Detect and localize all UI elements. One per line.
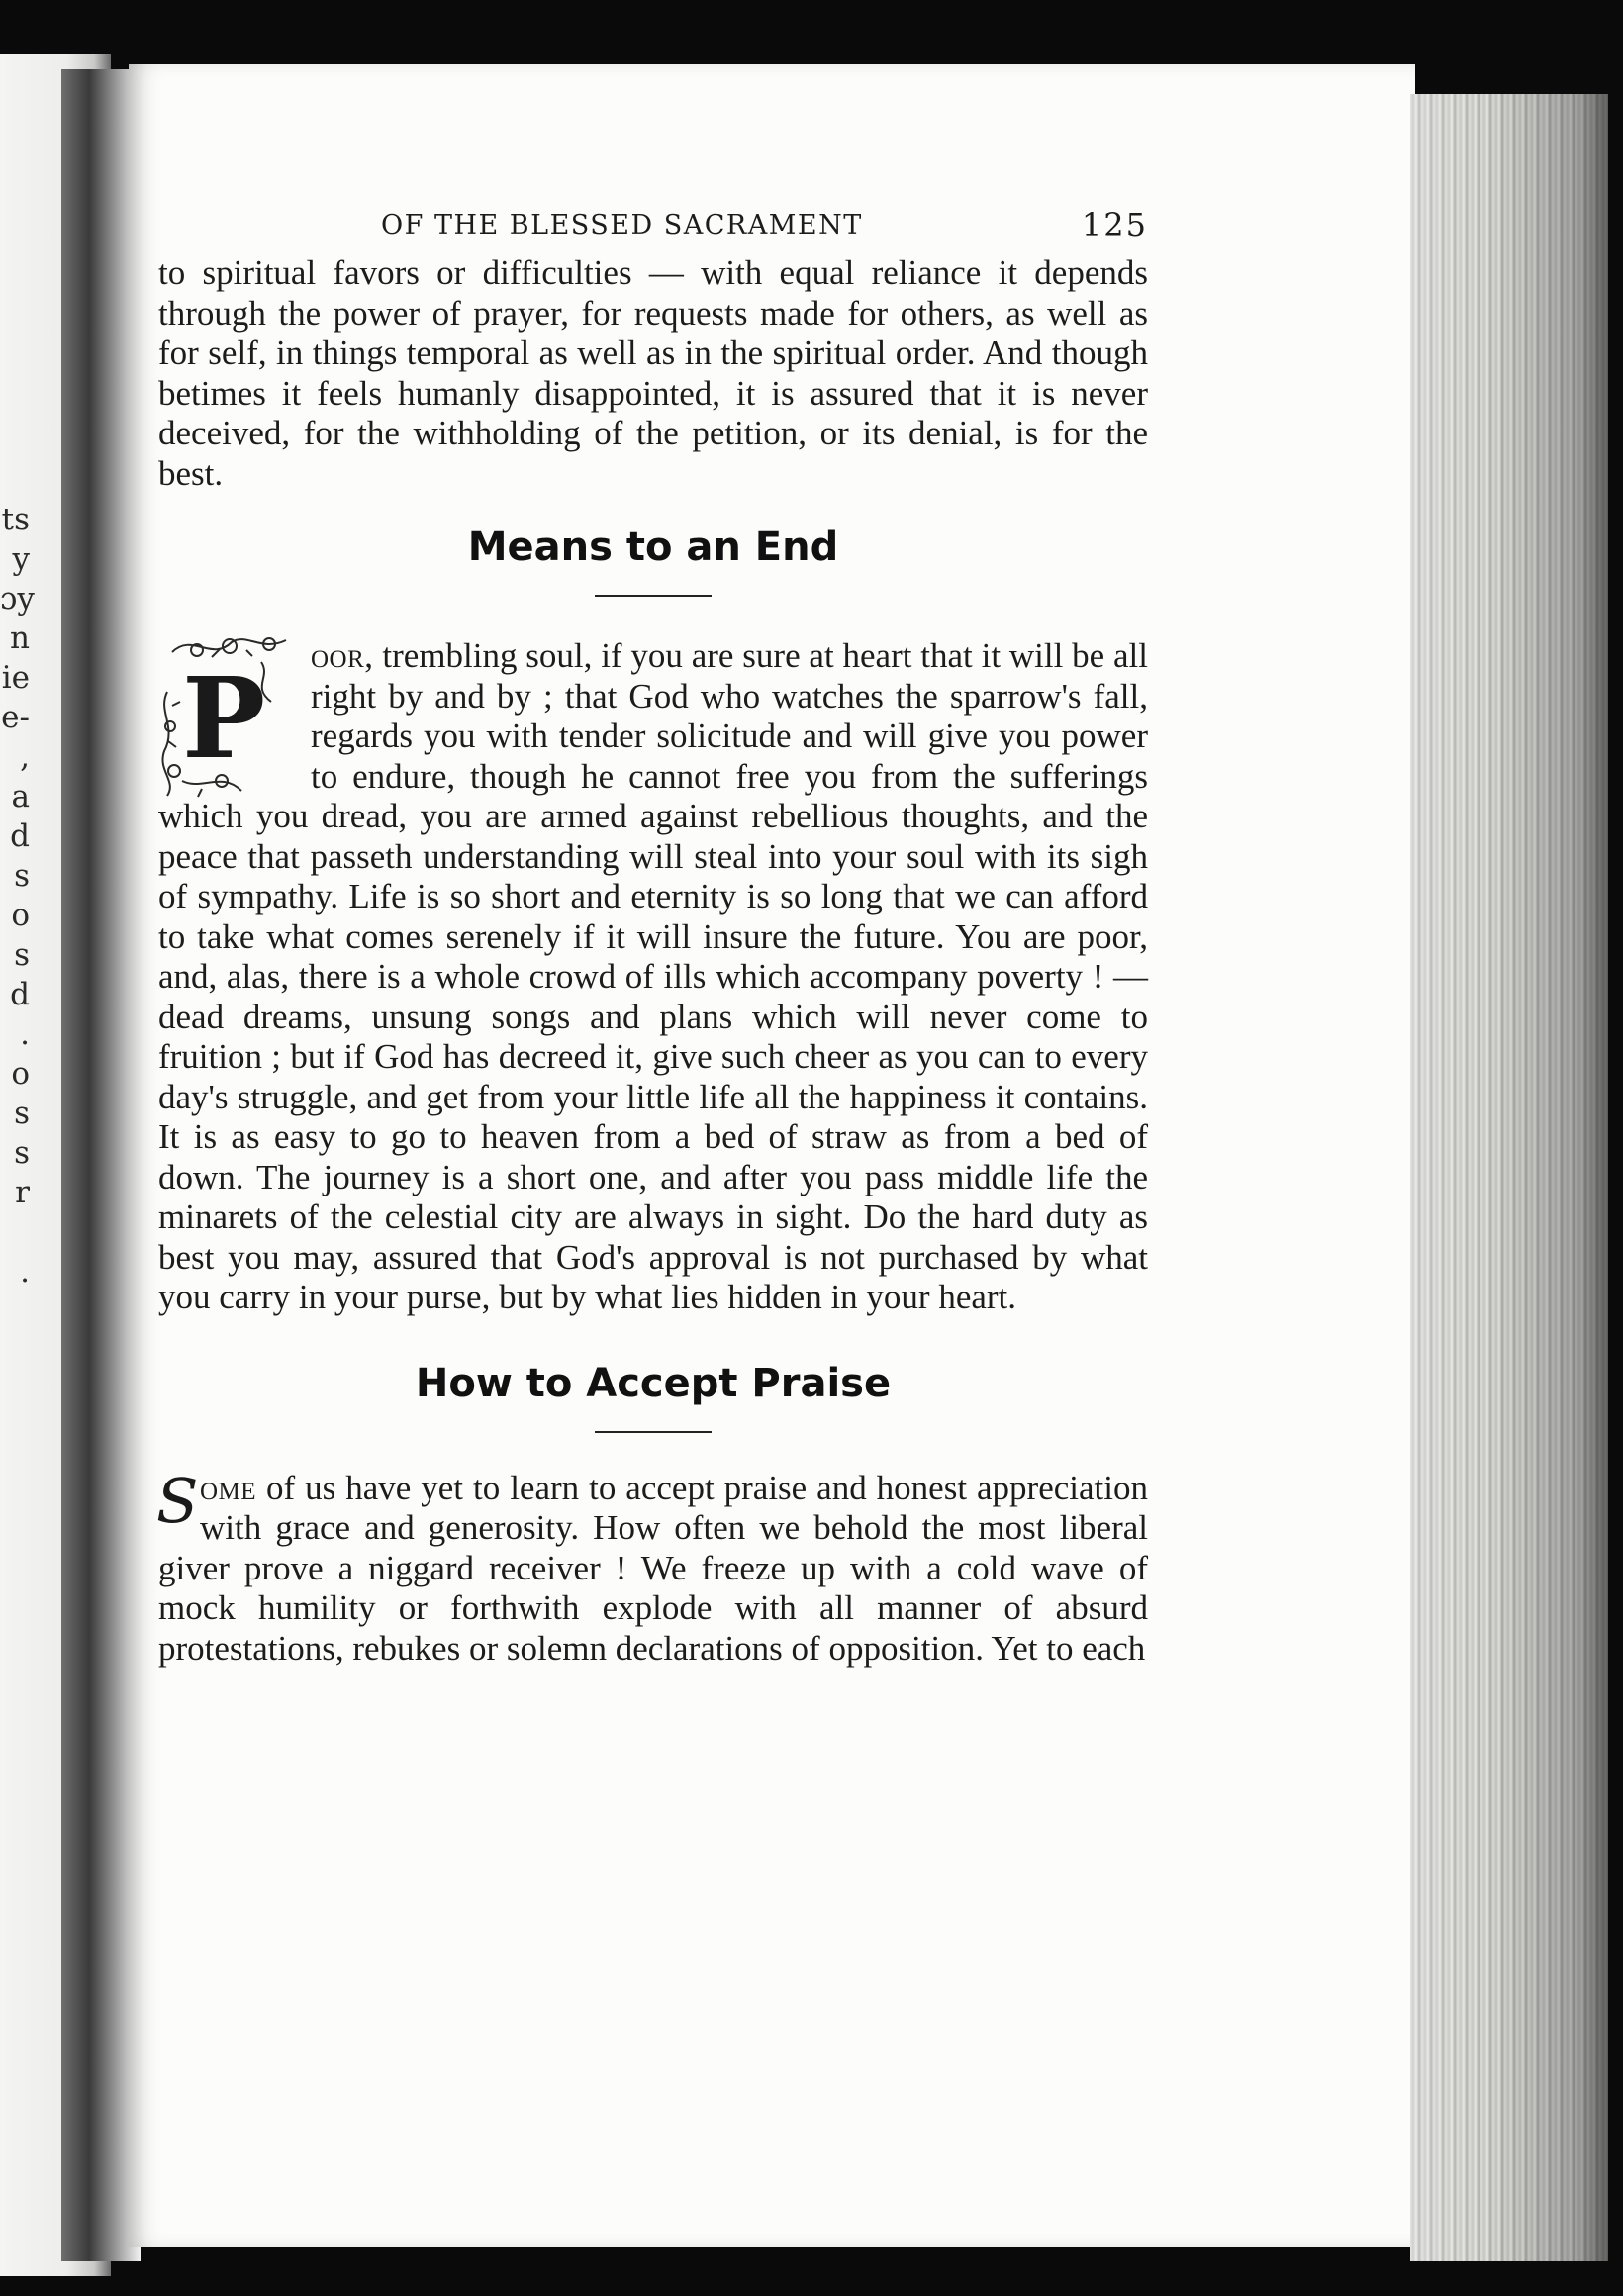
facing-page-fragment: d (10, 977, 30, 1012)
facing-page-fragment: r (15, 1175, 30, 1210)
dropcap-letter: P (182, 654, 266, 784)
running-title: OF THE BLESSED SACRAMENT (381, 210, 863, 240)
facing-page-fragment: s (14, 858, 30, 894)
facing-page-fragment (0, 1212, 30, 1252)
section-body (158, 636, 1148, 1318)
heading-rule (595, 1431, 712, 1433)
facing-page-fragment: o (11, 1056, 30, 1092)
page-block-shadow (1410, 94, 1608, 2261)
facing-page-fragment: s (14, 1096, 30, 1131)
page-content (158, 202, 1148, 1669)
continuation-paragraph: to spiritual favors or difficulties — with equal reliance it depends through the power of prayer, for requests made for others, as well as for self, in things temporal as well as in the spiritual order. And though betimes it feels humanly disappointed, it is assured that it is never deceived, for the withholding of the petition, or its denial, is for the best. (158, 253, 1148, 493)
facing-page-fragment: ts (1, 502, 30, 537)
dropcap-letter: S (156, 1464, 199, 1537)
facing-page-fragment: a (11, 779, 30, 814)
facing-page-fragment: d (10, 818, 30, 854)
section-heading-means-to-an-end: Means to an End (467, 525, 839, 570)
facing-page-fragment: s (14, 937, 30, 973)
section-heading-how-to-accept-praise: How to Accept Praise (415, 1360, 892, 1406)
section-how-to-accept-praise (156, 1464, 1148, 1670)
ornamental-dropcap (158, 636, 305, 797)
facing-page-fragment: o (11, 898, 30, 933)
facing-page-fragment: ie (1, 660, 30, 696)
facing-page-fragment: y (12, 541, 30, 577)
section-means-to-an-end (158, 636, 1148, 1318)
heading-rule (595, 595, 712, 597)
ornamental-dropcap (156, 1464, 199, 1537)
facing-page-fragment: ɔy (0, 581, 35, 617)
page-number: 125 (1081, 206, 1148, 243)
paragraph-text: of us have yet to learn to accept praise and honest appreciation with grace and generosity. How often we behold the most liberal giver prove a niggard receiver ! We freeze up with a cold wave of mock humility or forthwith explode with all manner of absurd protestations, rebukes or solemn declarations of opposition. Yet to each (158, 1468, 1148, 1668)
facing-page-fragment: s (14, 1135, 30, 1171)
facing-page-fragment: , (20, 739, 30, 775)
lead-word: ome (200, 1468, 257, 1507)
facing-page-fragment: . (20, 1016, 30, 1052)
lead-word: oor, (311, 636, 374, 675)
facing-page-fragment: e- (1, 700, 30, 735)
facing-page-text-fragments (0, 500, 35, 1331)
facing-page-fragment: . (20, 1254, 30, 1290)
paragraph-text: trembling soul, if you are sure at heart that it will be all right by and by ; that God who watches the sparrow's fall, regards you with tender solicitude and will give you power to endure, though he cannot free you from the sufferings which you dread, you are armed against rebellious thoughts, and the peace that passeth understanding will steal into your soul with its sigh of sympathy. Life is so short and eternity is so long that we can afford to take what comes serenely if it will insure the future. You are poor, and, alas, there is a whole crowd of ills which accompany poverty ! — dead dreams, unsung songs and plans which will never come to fruition ; but if God has decreed it, give such cheer as you can to every day's struggle, and get from your little life all the happiness it contains. It is as easy to go to heaven from a bed of straw as from a bed of down. The journey is a short one, and after you pass middle life the minarets of the celestial city are always in sight. Do the hard duty as best you may, assured that God's approval is not purchased by what you carry in your purse, but by what lies hidden in your heart. (158, 636, 1148, 1316)
facing-page-fragment (0, 1292, 30, 1331)
section-body (156, 1464, 1148, 1670)
facing-page-fragment: n (10, 621, 30, 656)
running-head (158, 202, 1148, 251)
